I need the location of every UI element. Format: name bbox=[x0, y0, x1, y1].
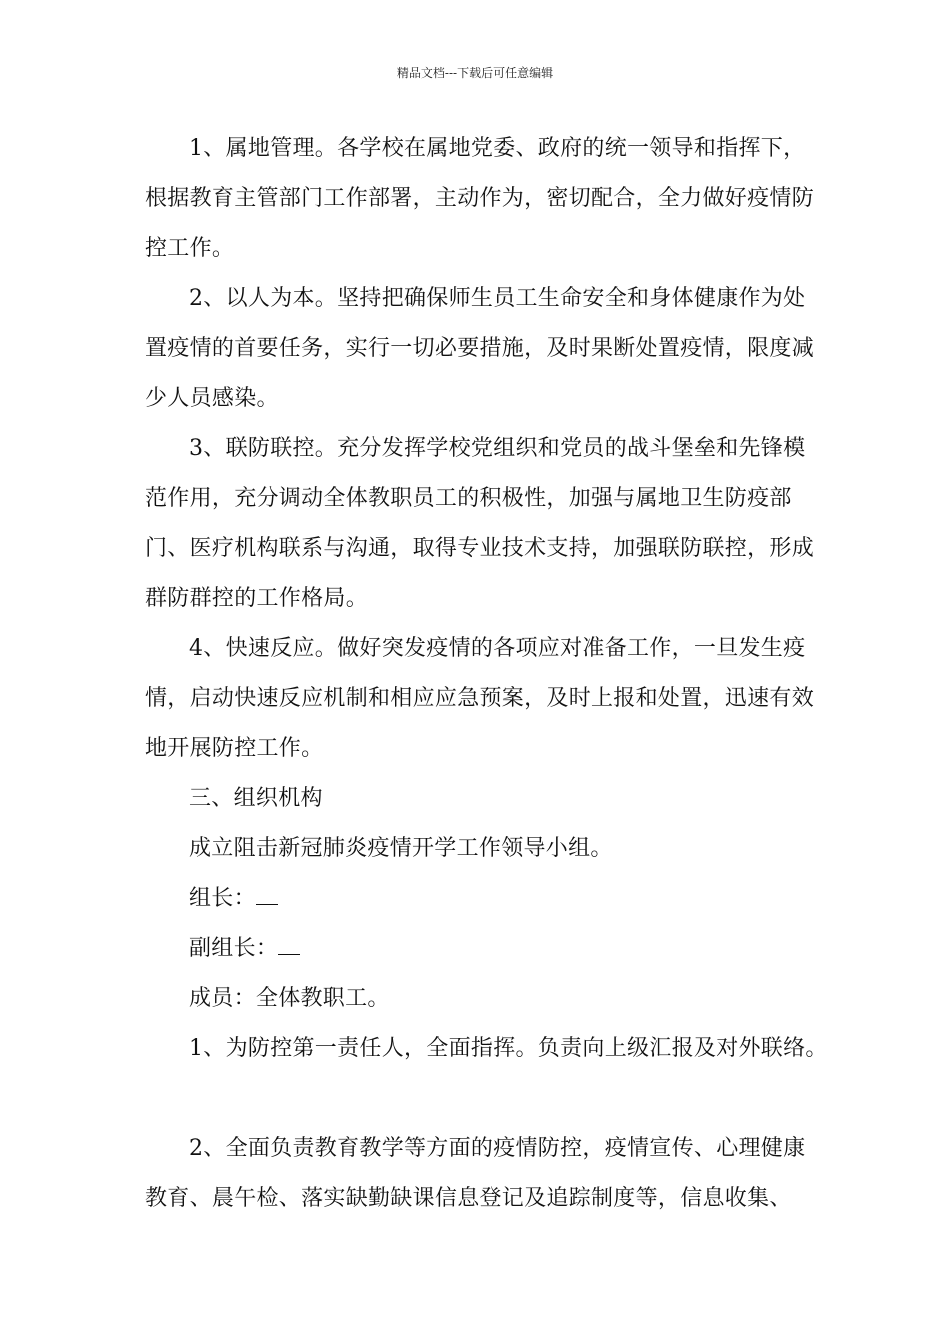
deputy-leader-label: 副组长： bbox=[189, 936, 279, 961]
principle-paragraph-2: 2、以人为本。坚持把确保师生员工生命安全和身体健康作为处置疫情的首要任务，实行一切必要措施，及时果断处置疫情，限度减少人员感染。 bbox=[145, 286, 815, 411]
leader-line bbox=[145, 874, 825, 924]
principle-paragraph-1: 1、属地管理。各学校在属地党委、政府的统一领导和指挥下，根据教育主管部门工作部署，主动作为，密切配合，全力做好疫情防控工作。 bbox=[145, 136, 815, 261]
principle-paragraph-4: 4、快速反应。做好突发疫情的各项应对准备工作，一旦发生疫情，启动快速反应机制和相应应急预案，及时上报和处置，迅速有效地开展防控工作。 bbox=[145, 636, 815, 761]
document-body bbox=[145, 124, 828, 1224]
duty-paragraph-2: 2、全面负责教育教学等方面的疫情防控，疫情宣传、心理健康教育、晨午检、落实缺勤缺课信息登记及追踪制度等，信息收集、 bbox=[145, 1136, 806, 1211]
page-header: 精品文档---下载后可任意编辑 bbox=[396, 66, 554, 80]
principle-paragraph-3: 3、联防联控。充分发挥学校党组织和党员的战斗堡垒和先锋模范作用，充分调动全体教职员工的积极性，加强与属地卫生防疫部门、医疗机构联系与沟通，取得专业技术支持，加强联防联控，形成群防群控的工作格局。 bbox=[145, 436, 815, 611]
deputy-leader-line bbox=[145, 924, 825, 974]
leader-label: 组长： bbox=[189, 886, 256, 911]
deputy-leader-blank bbox=[278, 936, 300, 955]
establish-group-line: 成立阻击新冠肺炎疫情开学工作领导小组。 bbox=[189, 836, 613, 861]
spacer bbox=[145, 1074, 825, 1124]
members-line: 成员：全体教职工。 bbox=[189, 986, 390, 1011]
duty-line-1: 1、为防控第一责任人，全面指挥。负责向上级汇报及对外联络。 bbox=[189, 1036, 828, 1061]
section-title: 三、组织机构 bbox=[189, 786, 323, 811]
leader-blank bbox=[256, 886, 278, 905]
